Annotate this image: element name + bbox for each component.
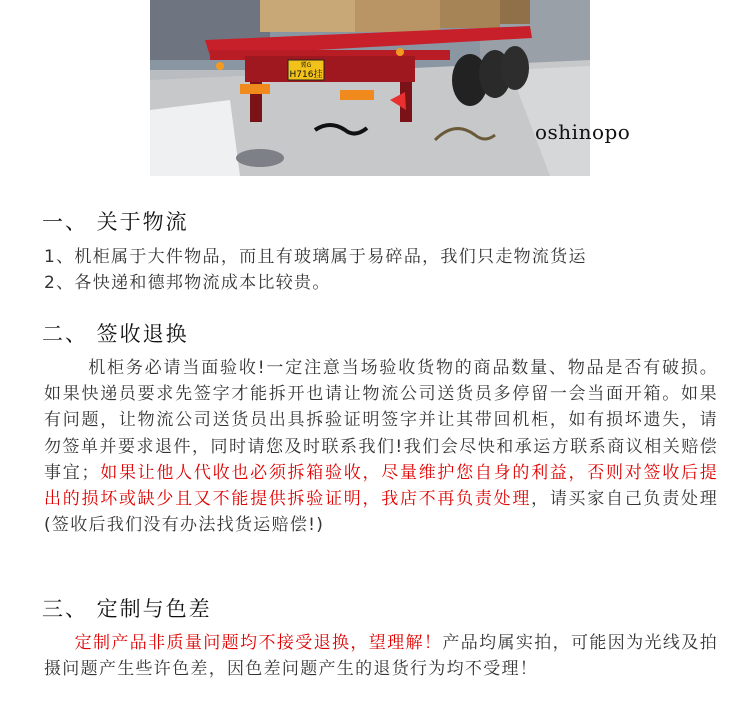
truck-illustration <box>150 0 590 176</box>
plate-top: 冀G <box>300 62 312 69</box>
returns-paragraph <box>44 355 718 538</box>
returns-text-tail: ，请买家自己负责处理(签收后我们没有办法找货运赔偿!) <box>44 489 718 536</box>
returns-text-warning: 如果让他人代收也必须拆箱验收，尽量维护您自身的利益，否则对签收后提出的损坏或缺少且又不能提供拆验证明，我店不再负责处理 <box>44 462 718 510</box>
section-heading-returns: 二、 签收退换 <box>42 322 189 346</box>
logistics-text <box>44 244 718 296</box>
section-heading-logistics: 一、 关于物流 <box>42 210 189 234</box>
watermark-text: oshinopo <box>535 120 631 144</box>
custom-text-normal: 产品均属实拍，可能因为光线及拍摄问题产生些许色差，因色差问题产生的退货行为均不受理！ <box>44 633 719 680</box>
section-heading-custom: 三、 定制与色差 <box>42 597 212 621</box>
logistics-line-2: 2、各快递和德邦物流成本比较贵。 <box>44 273 331 294</box>
plate-number: H716挂 <box>289 70 323 80</box>
truck-photo <box>150 0 631 176</box>
custom-text-warning: 定制产品非质量问题均不接受退换，望理解！ <box>74 633 443 653</box>
logistics-line-1: 1、机柜属于大件物品，而且有玻璃属于易碎品，我们只走物流货运 <box>44 247 587 267</box>
custom-paragraph <box>44 630 718 682</box>
returns-text-normal: 机柜务必请当面验收!一定注意当场验收货物的商品数量、物品是否有破损。如果快递员要求先签字才能拆开也请让物流公司送货员多停留一会当面开箱。如果有问题，让物流公司送货员出具拆验证明签字并让其带回机柜，如有损坏遗失，请勿签单并要求退件，同时请您及时联系我们!我们会尽快和承运方联系商议相关赔偿事宜； <box>44 358 718 483</box>
